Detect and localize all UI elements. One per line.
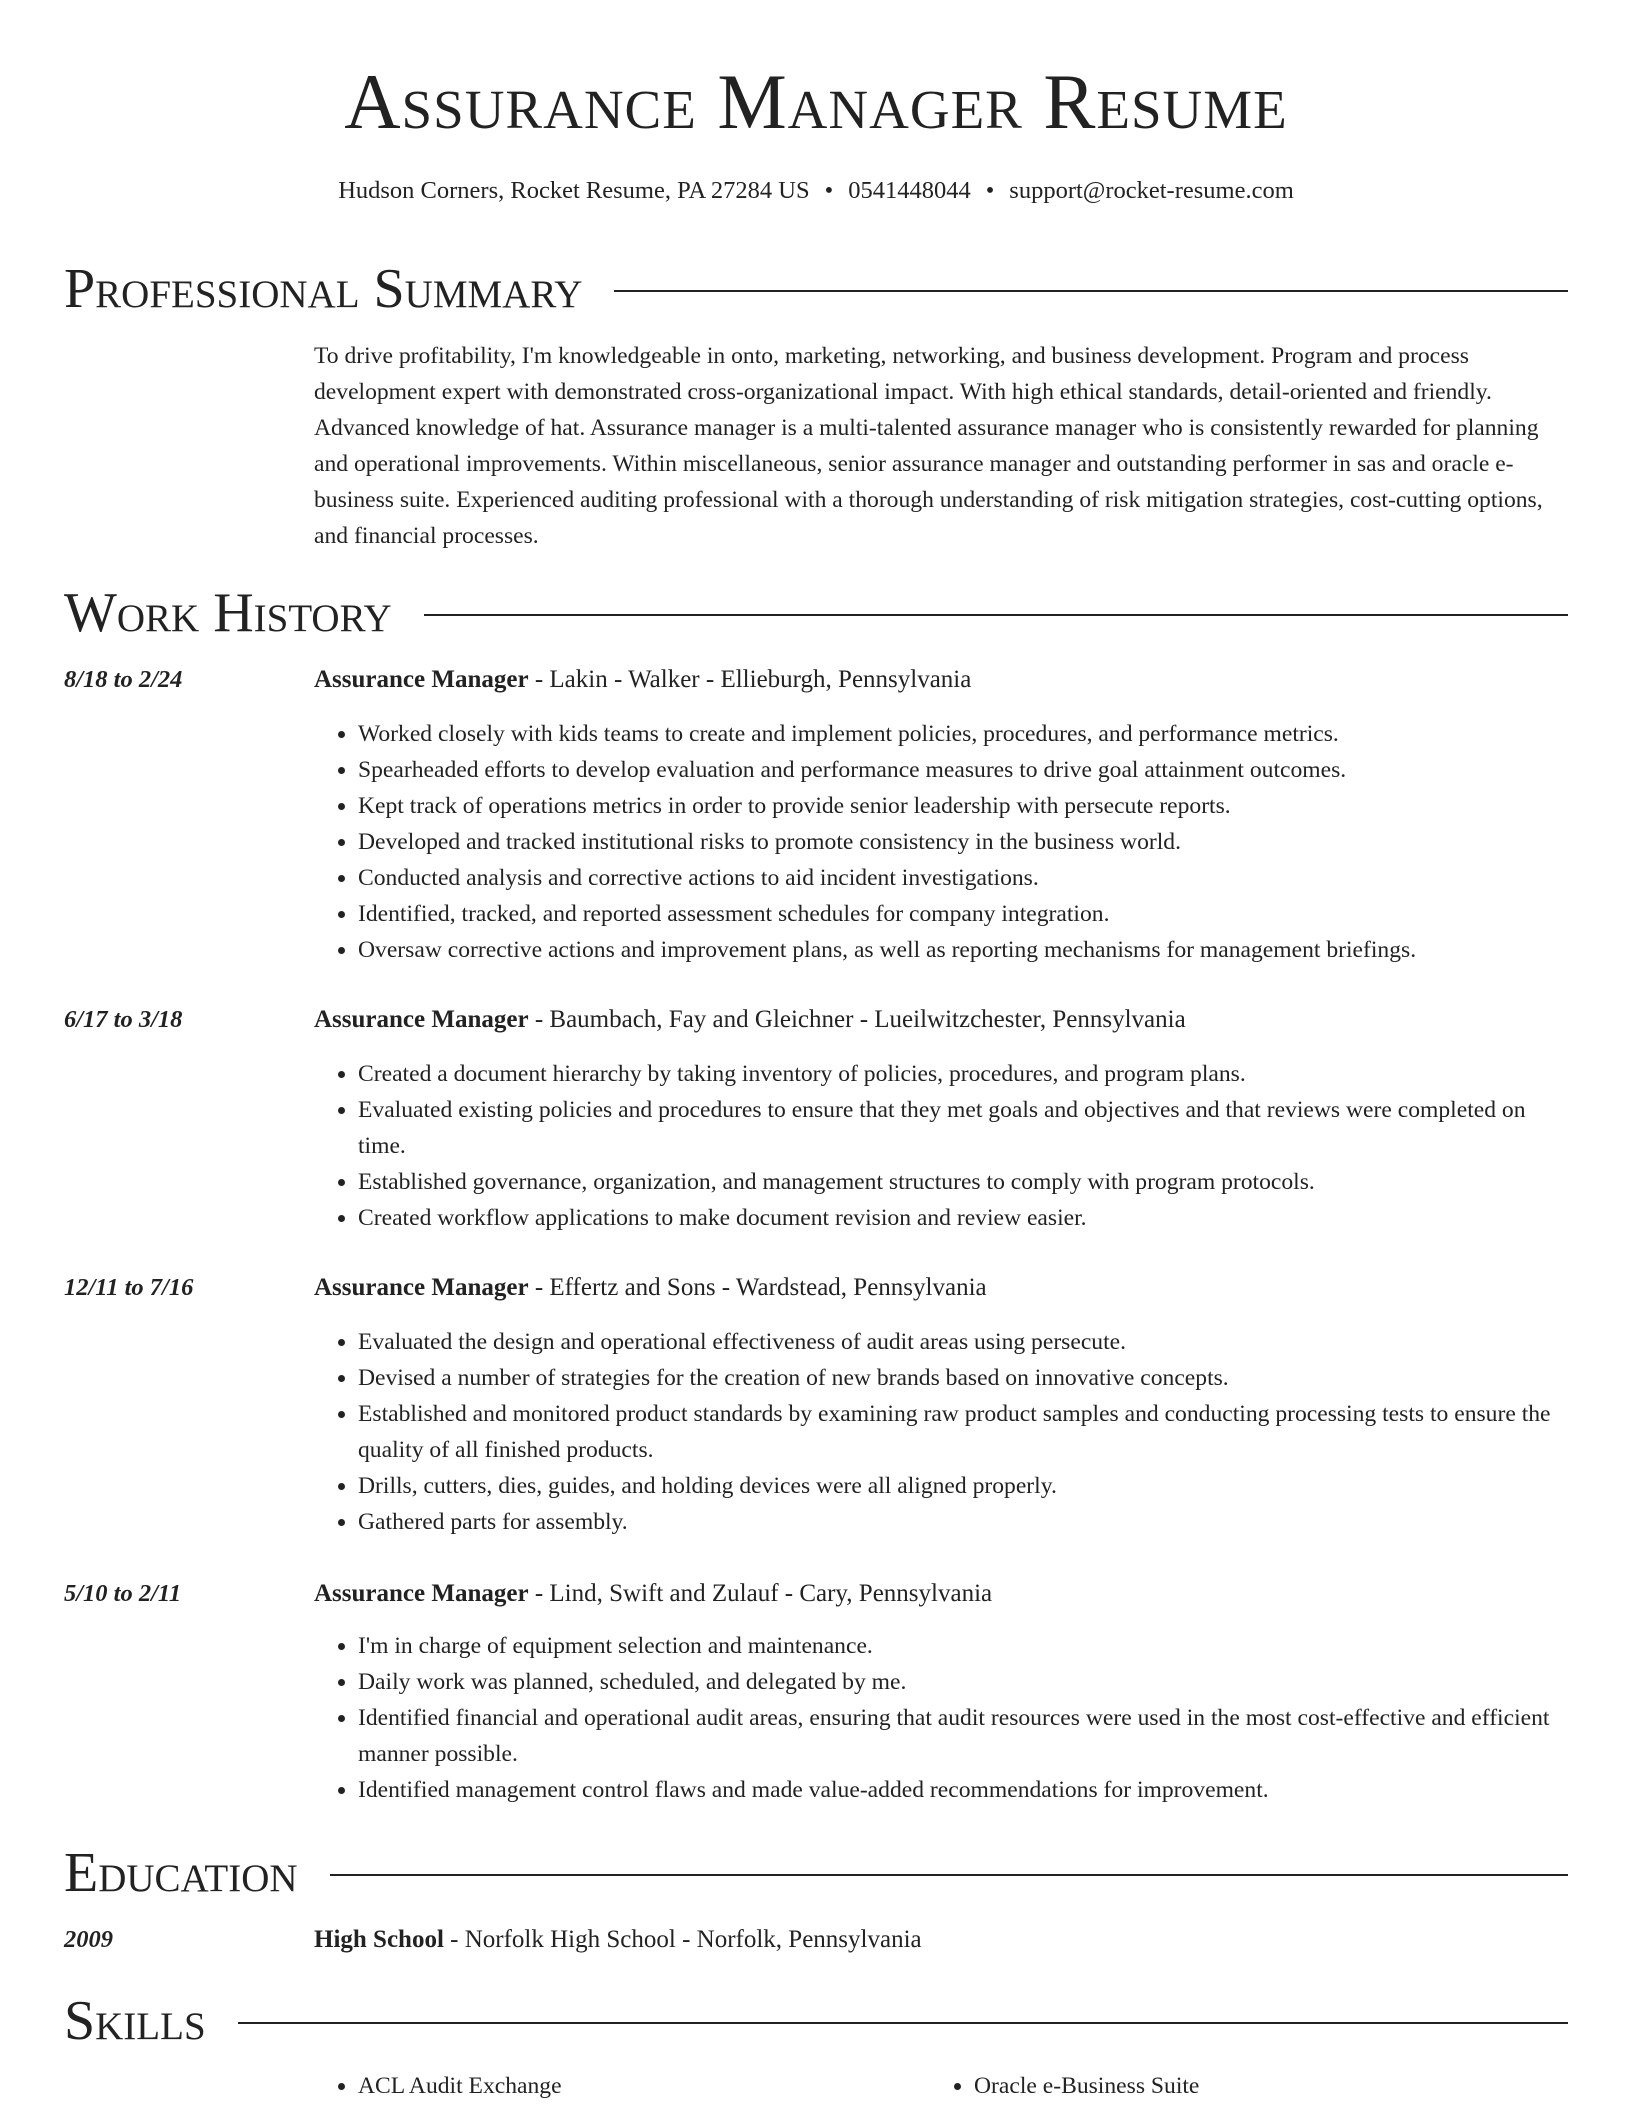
job-dates: 6/17 to 3/18 bbox=[64, 1006, 183, 1033]
contact-separator: • bbox=[824, 177, 834, 204]
education-school: - Norfolk High School - Norfolk, Pennsylvania bbox=[443, 1926, 922, 1953]
job-bullet: • Kept track of operations metrics in order to provide senior leadership with persecute reports. bbox=[358, 788, 1570, 824]
job-heading bbox=[314, 1270, 987, 1306]
job-bullets bbox=[314, 1056, 1570, 1236]
contact-separator: • bbox=[985, 177, 995, 204]
job-employer: - Lind, Swift and Zulauf - Cary, Pennsylvania bbox=[528, 1580, 993, 1607]
section-title-skills: Skills bbox=[64, 1990, 206, 2052]
contact-address: Hudson Corners, Rocket Resume, PA 27284 US bbox=[338, 177, 810, 204]
job-bullet: • Daily work was planned, scheduled, and delegated by me. bbox=[358, 1664, 1570, 1700]
job-bullet: • Drills, cutters, dies, guides, and holding devices were all aligned properly. bbox=[358, 1468, 1570, 1504]
job-employer: - Lakin - Walker - Ellieburgh, Pennsylvania bbox=[528, 666, 972, 693]
section-title-education: Education bbox=[64, 1842, 298, 1904]
education-degree: High School bbox=[314, 1926, 444, 1953]
job-bullet: • Identified, tracked, and reported assessment schedules for company integration. bbox=[358, 896, 1570, 932]
job-bullet: • Spearheaded efforts to develop evaluation and performance measures to drive goal attainment outcomes. bbox=[358, 752, 1570, 788]
job-title: Assurance Manager bbox=[314, 1006, 529, 1033]
job-bullets bbox=[314, 1324, 1570, 1540]
resume-title: Assurance Manager Resume bbox=[344, 58, 1288, 145]
job-title: Assurance Manager bbox=[314, 1274, 529, 1301]
skills-column bbox=[930, 2068, 1546, 2104]
job-bullet: • Oversaw corrective actions and improvement plans, as well as reporting mechanisms for management briefings. bbox=[358, 932, 1570, 968]
job-bullet: • Evaluated existing policies and procedures to ensure that they met goals and objectives and that reviews were completed on time. bbox=[358, 1092, 1570, 1164]
contact-line bbox=[0, 176, 1632, 206]
section-header-summary bbox=[64, 256, 1568, 322]
section-divider bbox=[614, 290, 1568, 292]
job-title: Assurance Manager bbox=[314, 1580, 529, 1607]
job-bullets bbox=[314, 716, 1570, 968]
job-dates: 8/18 to 2/24 bbox=[64, 666, 183, 693]
skills-list bbox=[314, 2068, 1570, 2104]
job-employer: - Effertz and Sons - Wardstead, Pennsylvania bbox=[528, 1274, 987, 1301]
contact-phone: 0541448044 bbox=[848, 177, 971, 204]
job-heading bbox=[314, 662, 971, 698]
job-bullet: • Developed and tracked institutional risks to promote consistency in the business world. bbox=[358, 824, 1570, 860]
job-bullet: • Conducted analysis and corrective actions to aid incident investigations. bbox=[358, 860, 1570, 896]
section-divider bbox=[424, 614, 1568, 616]
section-title-summary: Professional Summary bbox=[64, 258, 583, 320]
job-bullet: • Established governance, organization, and management structures to comply with program protocols. bbox=[358, 1164, 1570, 1200]
section-header-work bbox=[64, 580, 1568, 646]
job-bullet: • Evaluated the design and operational effectiveness of audit areas using persecute. bbox=[358, 1324, 1570, 1360]
education-heading bbox=[314, 1922, 922, 1958]
section-header-skills bbox=[64, 1988, 1568, 2054]
section-divider bbox=[330, 1874, 1568, 1876]
job-bullet: • Gathered parts for assembly. bbox=[358, 1504, 1570, 1540]
contact-email: support@rocket-resume.com bbox=[1009, 177, 1294, 204]
section-title-work: Work History bbox=[64, 582, 392, 644]
job-bullet: • Identified management control flaws and made value-added recommendations for improvement. bbox=[358, 1772, 1570, 1808]
education-year: 2009 bbox=[64, 1926, 113, 1953]
job-heading bbox=[314, 1576, 992, 1612]
job-bullet: • Devised a number of strategies for the creation of new brands based on innovative concepts. bbox=[358, 1360, 1570, 1396]
skills-column bbox=[314, 2068, 930, 2104]
summary-text: To drive profitability, I'm knowledgeable in onto, marketing, networking, and business development. Program and process development expert with demonstrated cross-organizational impact. With high ethical standards, detail-oriented and friendly. Advanced knowledge of hat. Assurance manager is a multi-talented assurance manager who is consistently rewarded for planning and operational improvements. Within miscellaneous, senior assurance manager and outstanding performer in sas and oracle e-business suite. Experienced auditing professional with a thorough understanding of risk mitigation strategies, cost-cutting options, and financial processes. bbox=[314, 343, 1543, 549]
job-bullet: • Established and monitored product standards by examining raw product samples and conducting processing tests to ensure the quality of all finished products. bbox=[358, 1396, 1570, 1468]
job-heading bbox=[314, 1002, 1186, 1038]
job-bullet: • I'm in charge of equipment selection and maintenance. bbox=[358, 1628, 1570, 1664]
job-bullet: • Worked closely with kids teams to create and implement policies, procedures, and performance metrics. bbox=[358, 716, 1570, 752]
job-dates: 12/11 to 7/16 bbox=[64, 1274, 194, 1301]
job-title: Assurance Manager bbox=[314, 666, 529, 693]
job-bullets bbox=[314, 1628, 1570, 1808]
job-bullet: • Created a document hierarchy by taking inventory of policies, procedures, and program plans. bbox=[358, 1056, 1570, 1092]
skill-item: • Oracle e-Business Suite bbox=[974, 2068, 1546, 2104]
job-bullet: • Created workflow applications to make document revision and review easier. bbox=[358, 1200, 1570, 1236]
job-dates: 5/10 to 2/11 bbox=[64, 1580, 182, 1607]
job-bullet: • Identified financial and operational audit areas, ensuring that audit resources were used in the most cost-effective and efficient manner possible. bbox=[358, 1700, 1570, 1772]
section-divider bbox=[238, 2022, 1568, 2024]
skill-item: • ACL Audit Exchange bbox=[358, 2068, 930, 2104]
job-employer: - Baumbach, Fay and Gleichner - Lueilwitzchester, Pennsylvania bbox=[528, 1006, 1186, 1033]
section-header-education bbox=[64, 1840, 1568, 1906]
